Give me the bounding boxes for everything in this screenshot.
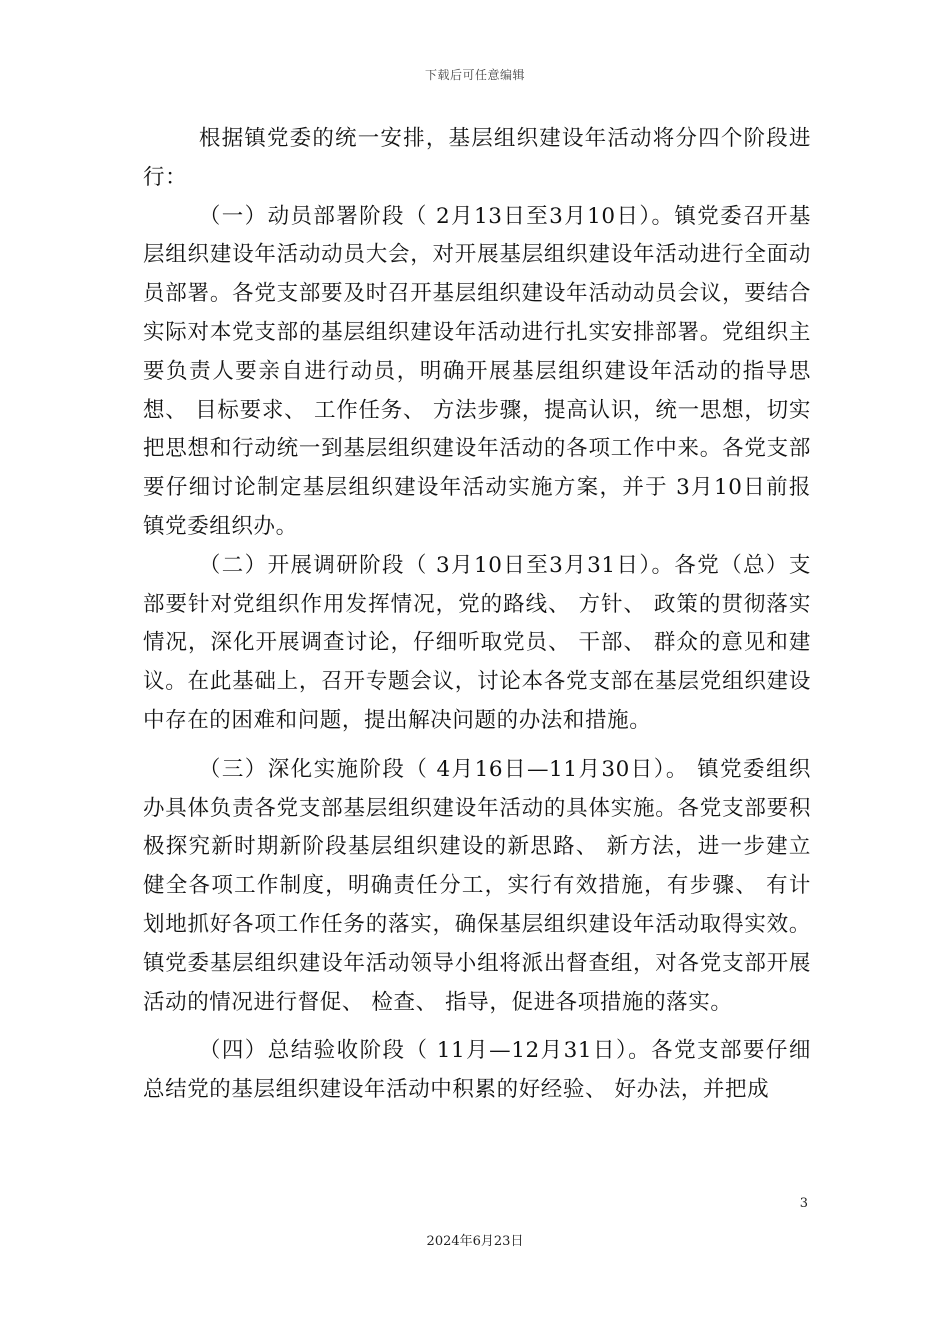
document-body bbox=[143, 120, 811, 1110]
paragraph-stage-4: （四）总结验收阶段（ 11月—12月31日）。各党支部要仔细总结党的基层组织建设年活动中积累的好经验、 好办法，并把成 bbox=[143, 1038, 811, 1103]
paragraph-stage-3: （三）深化实施阶段（ 4月16日—11月30日）。 镇党委组织办具体负责各党支部基层组织建设年活动的具体实施。各党支部要积极探究新时期新阶段基层组织建设的新思路、 新方法，进一步建立健全各项工作制度，明确责任分工，实行有效措施，有步骤、 有计划地抓好各项工作任务的落实，确保基层组织建设年活动取得实效。镇党委基层组织建设年活动领导小组将派出督查组，对各党支部开展活动的情况进行督促、 检查、 指导，促进各项措施的落实。 bbox=[143, 756, 811, 1015]
paragraph-stage-2: （二）开展调研阶段（ 3月10日至3月31日）。各党（总）支部要针对党组织作用发挥情况，党的路线、 方针、 政策的贯彻落实情况，深化开展调查讨论，仔细听取党员、 干部、 群众的意见和建议。在此基础上，召开专题会议，讨论本各党支部在基层党组织建设中存在的困难和问题，提出解决问题的办法和措施。 bbox=[143, 552, 811, 733]
paragraph-intro: 根据镇党委的统一安排，基层组织建设年活动将分四个阶段进行： bbox=[143, 126, 811, 190]
paragraph-stage-1: （一）动员部署阶段（ 2月13日至3月10日）。镇党委召开基层组织建设年活动动员大会，对开展基层组织建设年活动进行全面动员部署。各党支部要及时召开基层组织建设年活动动员会议，要结合实际对本党支部的基层组织建设年活动进行扎实安排部署。党组织主要负责人要亲自进行动员，明确开展基层组织建设年活动的指导思想、 目标要求、 工作任务、 方法步骤，提高认识，统一思想，切实把思想和行动统一到基层组织建设年活动的各项工作中来。各党支部要仔细讨论制定基层组织建设年活动实施方案，并于 3月10日前报镇党委组织办。 bbox=[143, 203, 811, 539]
header-note: 下载后可任意编辑 bbox=[424, 68, 525, 82]
footer-date: 2024年6月23日 bbox=[426, 1234, 524, 1249]
page-number: 3 bbox=[799, 1196, 808, 1211]
